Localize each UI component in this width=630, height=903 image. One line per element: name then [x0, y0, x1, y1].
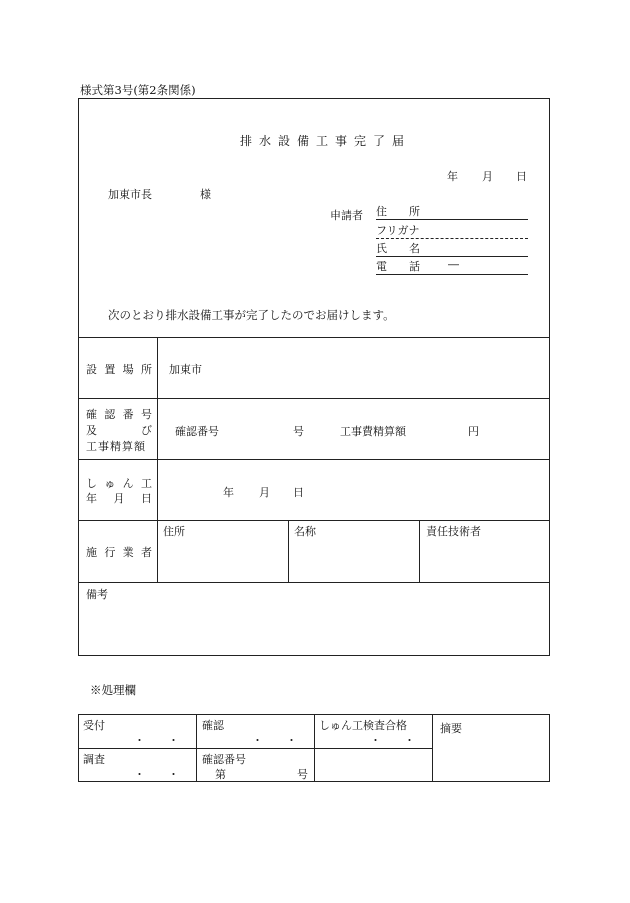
processing-section-title: ※処理欄 — [90, 683, 136, 697]
contractor-name-label: 名称 — [294, 525, 316, 538]
confirmation-number-cell-label: 確認番号 — [202, 753, 246, 766]
survey-date-separator: ・ — [134, 768, 145, 781]
processing-column-divider — [432, 714, 433, 782]
applicant-phone-label: 電 話 — [376, 260, 420, 273]
remarks-label: 備考 — [86, 588, 108, 601]
row-divider — [78, 337, 550, 338]
confirmation-label-line1: 確 認 番 号 — [86, 408, 152, 421]
cost-label: 工事費精算額 — [340, 425, 406, 438]
row-divider — [78, 582, 550, 583]
date-day-label: 日 — [516, 170, 527, 183]
addressee-name: 加東市長 — [108, 188, 152, 201]
completion-label-line2: 年 月 日 — [86, 492, 152, 505]
confirmation-number-prefix: 第 — [215, 768, 226, 781]
completion-day-label: 日 — [293, 486, 304, 499]
date-year-label: 年 — [447, 170, 458, 183]
intro-text: 次のとおり排水設備工事が完了したのでお届けします。 — [108, 308, 395, 322]
confirmation-number-suffix: 号 — [297, 768, 308, 781]
completion-notice-form — [78, 98, 550, 656]
survey-label: 調査 — [83, 753, 105, 766]
confirmed-label: 確認 — [202, 719, 224, 732]
inspection-passed-label: しゅん工検査合格 — [319, 719, 407, 732]
applicant-phone-field[interactable] — [376, 258, 528, 275]
applicant-address-label: 住 所 — [376, 205, 420, 218]
inspection-date-separator: ・ — [404, 734, 415, 747]
applicant-name-field[interactable] — [376, 240, 528, 257]
label-column-divider — [157, 337, 158, 582]
contractor-engineer-label: 責任技術者 — [426, 525, 481, 538]
summary-label: 摘要 — [440, 722, 462, 735]
confirmation-label-line3: 工事精算額 — [86, 440, 146, 453]
applicant-name-label: 氏 名 — [376, 242, 420, 255]
confirmed-date-separator: ・ — [286, 734, 297, 747]
applicant-furigana-field[interactable] — [376, 222, 528, 239]
survey-date-separator: ・ — [168, 768, 179, 781]
completion-label-line1: し ゅ ん 工 — [86, 477, 152, 490]
row-divider — [78, 520, 550, 521]
confirmation-label-line2: 及 び — [86, 424, 152, 437]
form-title: 排水設備工事完了届 — [240, 134, 412, 148]
location-label: 設 置 場 所 — [86, 363, 152, 376]
applicant-label: 申請者 — [330, 209, 363, 222]
contractor-address-label: 住所 — [163, 525, 185, 538]
contractor-column-divider — [419, 520, 420, 582]
applicant-phone-separator: ― — [448, 258, 459, 271]
addressee — [108, 186, 211, 202]
confirmation-number-unit: 号 — [293, 425, 304, 438]
row-divider — [78, 459, 550, 460]
cost-unit: 円 — [468, 425, 479, 438]
applicant-furigana-label: フリガナ — [376, 224, 420, 237]
received-date-separator: ・ — [168, 734, 179, 747]
confirmation-number-label: 確認番号 — [175, 425, 219, 438]
date-month-label: 月 — [482, 170, 493, 183]
row-divider — [78, 398, 550, 399]
received-date-separator: ・ — [134, 734, 145, 747]
confirmed-date-separator: ・ — [252, 734, 263, 747]
inspection-date-separator: ・ — [370, 734, 381, 747]
processing-column-divider — [196, 714, 197, 782]
form-number: 様式第3号(第2条関係) — [80, 83, 196, 97]
processing-row-divider — [78, 748, 433, 749]
applicant-address-field[interactable] — [376, 203, 528, 220]
addressee-honorific: 様 — [200, 188, 211, 201]
contractor-label: 施 行 業 者 — [86, 546, 152, 559]
completion-year-label: 年 — [223, 486, 234, 499]
completion-month-label: 月 — [259, 486, 270, 499]
contractor-column-divider — [288, 520, 289, 582]
processing-column-divider — [314, 714, 315, 782]
received-label: 受付 — [83, 719, 105, 732]
location-value[interactable]: 加東市 — [169, 363, 202, 376]
